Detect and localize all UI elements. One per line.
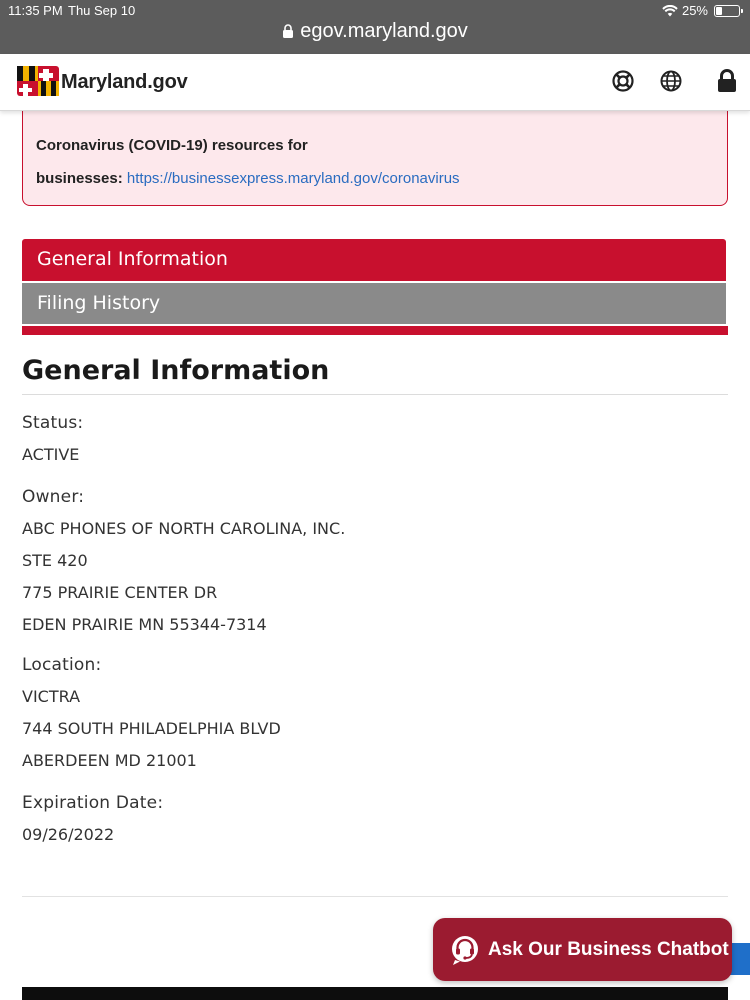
alert-heading: Coronavirus (COVID-19) resources for [36,137,308,154]
lock-icon[interactable] [716,69,738,93]
location-line: VICTRA [22,687,81,706]
status-indicators [662,3,740,18]
tab-filing-history[interactable]: Filing History [22,283,726,324]
section-title: General Information [22,355,330,386]
secure-lock-icon [282,24,294,38]
maryland-flag-logo-icon[interactable] [17,66,59,96]
ask-chatbot-button[interactable] [433,918,732,981]
content-divider [22,896,728,897]
coronavirus-resources-link[interactable]: https://businessexpress.maryland.gov/coronavirus [126,170,460,187]
tab-general-information[interactable]: General Information [22,239,726,281]
address-url: egov.maryland.gov [300,20,468,42]
status-label: Status: [22,413,84,433]
battery-percent: 25% [681,3,708,18]
tab-underline [22,326,728,335]
help-lifebuoy-icon[interactable] [611,69,635,93]
owner-label: Owner: [22,487,85,507]
site-header [0,54,750,111]
location-label: Location: [22,655,102,675]
battery-icon [714,5,740,17]
chatbot-label: Ask Our Business Chatbot [488,939,729,960]
status-value: ACTIVE [22,445,80,464]
globe-icon[interactable] [659,69,683,93]
location-line: ABERDEEN MD 21001 [22,751,197,770]
owner-line: STE 420 [22,551,88,570]
battery-fill [716,7,722,15]
section-divider [22,394,728,395]
owner-line: ABC PHONES OF NORTH CAROLINA, INC. [22,519,346,538]
expiration-value: 09/26/2022 [22,825,115,844]
wifi-icon [662,5,678,17]
address-bar[interactable] [0,20,750,43]
status-time: 11:35 PM [8,3,63,18]
site-name[interactable]: Maryland.gov [61,71,188,93]
owner-line: EDEN PRAIRIE MN 55344-7314 [22,615,267,634]
status-date: Thu Sep 10 [68,3,136,18]
owner-line: 775 PRAIRIE CENTER DR [22,583,218,602]
location-line: 744 SOUTH PHILADELPHIA BLVD [22,719,281,738]
expiration-label: Expiration Date: [22,793,164,813]
headset-chat-icon [449,934,481,966]
browser-status-bar [0,0,750,54]
footer-bar [22,987,728,1000]
alert-prefix: businesses: [36,170,123,187]
alert-link-line [36,170,460,187]
